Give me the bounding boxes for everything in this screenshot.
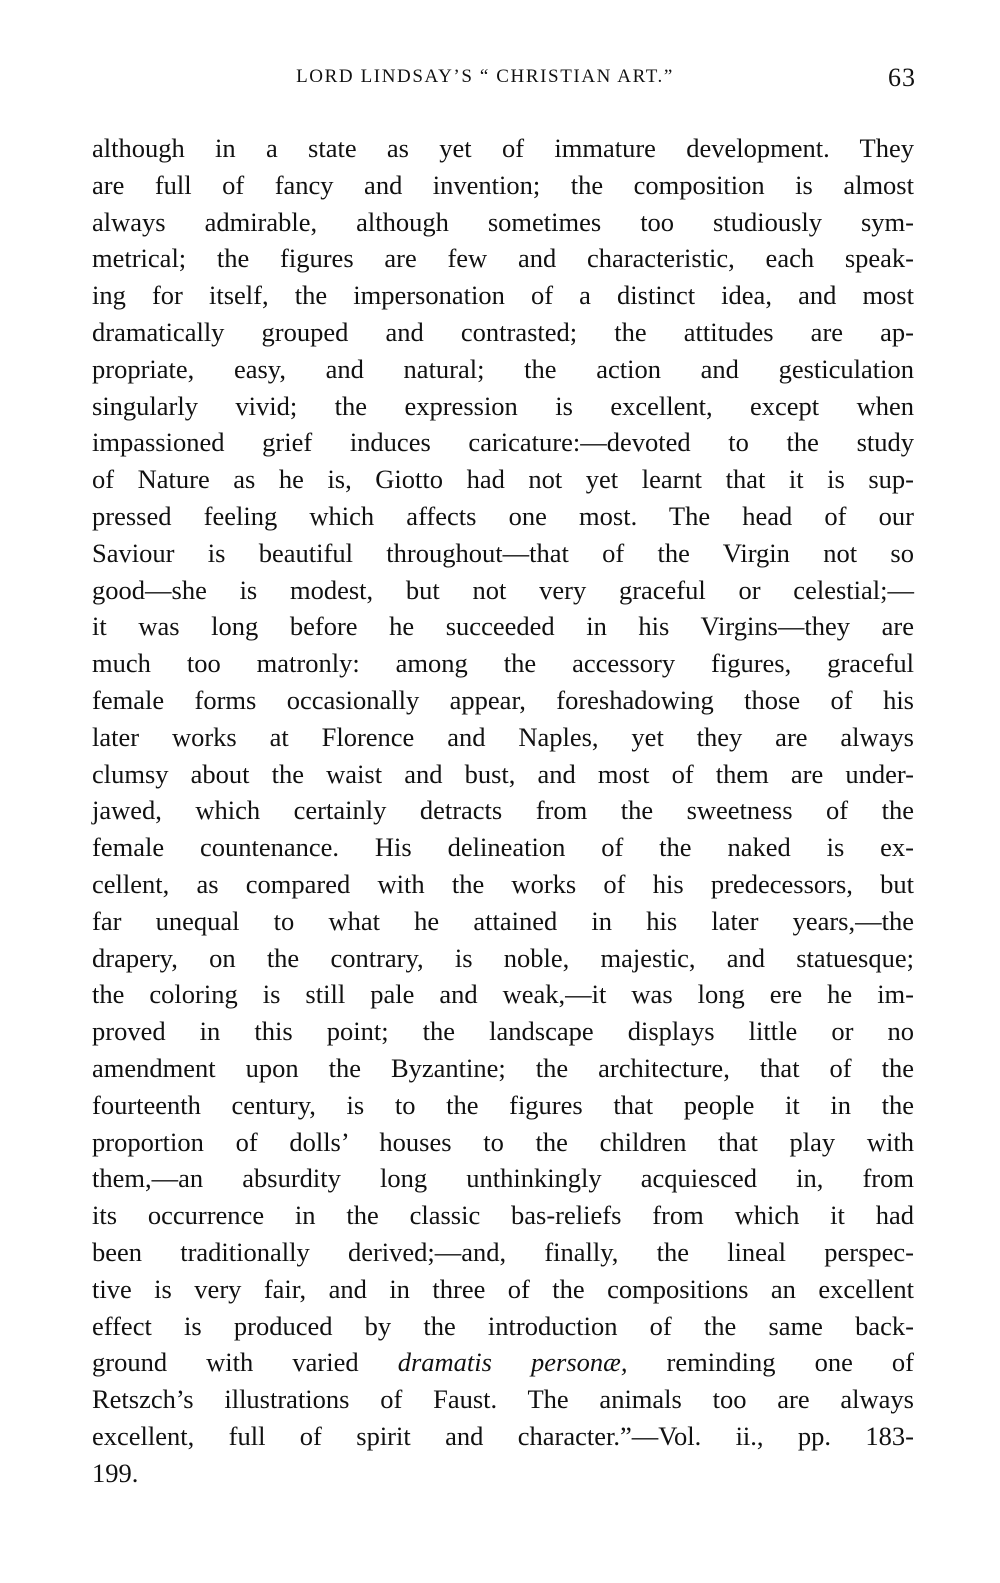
text-line: proved in this point; the landscape displays little or no	[92, 1016, 914, 1047]
text-line: later works at Florence and Naples, yet they are always	[92, 721, 914, 752]
text-line: cellent, as compared with the works of his predecessors, but	[92, 868, 914, 899]
text-line: been traditionally derived;—and, finally, the lineal perspec-	[92, 1236, 914, 1267]
body-text	[92, 130, 914, 1491]
text-line: the coloring is still pale and weak,—it was long ere he im-	[92, 979, 914, 1010]
text-line: amendment upon the Byzantine; the architecture, that of the	[92, 1052, 914, 1083]
text-line: drapery, on the contrary, is noble, majestic, and statuesque;	[92, 942, 914, 973]
text-line: propriate, easy, and natural; the action and gesticulation	[92, 353, 914, 384]
line-segment: ground with varied	[92, 1347, 398, 1378]
text-line: effect is produced by the introduction of the same back-	[92, 1310, 914, 1341]
text-line: impassioned grief induces caricature:—devoted to the study	[92, 427, 914, 458]
text-line: singularly vivid; the expression is excellent, except when	[92, 390, 914, 421]
text-line: female forms occasionally appear, foreshadowing those of his	[92, 684, 914, 715]
text-line: dramatically grouped and contrasted; the attitudes are ap-	[92, 316, 914, 347]
text-line-final: 199.	[92, 1457, 139, 1488]
text-line: pressed feeling which affects one most. The head of our	[92, 500, 914, 531]
page-number: 63	[888, 63, 916, 92]
text-line: them,—an absurdity long unthinkingly acquiesced in, from	[92, 1163, 914, 1194]
text-line: although in a state as yet of immature development. They	[92, 133, 914, 163]
text-line: jawed, which certainly detracts from the sweetness of the	[92, 795, 914, 826]
running-title: LORD LINDSAY’S “ CHRISTIAN ART.”	[296, 66, 674, 87]
text-line: it was long before he succeeded in his Virgins—they are	[92, 611, 914, 642]
text-line: Retszch’s illustrations of Faust. The animals too are always	[92, 1384, 914, 1415]
text-line: much too matronly: among the accessory figures, graceful	[92, 648, 914, 679]
italic-phrase: dramatis personæ,	[397, 1347, 628, 1378]
text-line: good—she is modest, but not very graceful or celestial;—	[92, 574, 914, 605]
text-line: proportion of dolls’ houses to the children that play with	[92, 1126, 914, 1157]
text-line: clumsy about the waist and bust, and most of them are under-	[92, 758, 914, 789]
text-line: far unequal to what he attained in his later years,—the	[92, 905, 914, 936]
text-line: fourteenth century, is to the figures that people it in the	[92, 1089, 914, 1120]
text-line: its occurrence in the classic bas-reliefs from which it had	[92, 1200, 914, 1231]
text-line: of Nature as he is, Giotto had not yet learnt that it is sup-	[92, 464, 914, 495]
text-line: female countenance. His delineation of the naked is ex-	[92, 832, 914, 863]
text-line: Saviour is beautiful throughout—that of the Virgin not so	[92, 537, 914, 568]
text-line-with-italic	[92, 1344, 914, 1381]
text-line: ing for itself, the impersonation of a distinct idea, and most	[92, 280, 914, 311]
text-line: are full of fancy and invention; the composition is almost	[92, 169, 914, 200]
page-header	[92, 63, 918, 102]
text-line: always admirable, although sometimes too studiously sym-	[92, 206, 914, 237]
text-line: metrical; the figures are few and characteristic, each speak-	[92, 243, 914, 274]
text-line: tive is very fair, and in three of the compositions an excellent	[92, 1273, 914, 1304]
line-segment: reminding one of	[627, 1347, 915, 1378]
text-line: excellent, full of spirit and character.”—Vol. ii., pp. 183-	[92, 1420, 914, 1451]
